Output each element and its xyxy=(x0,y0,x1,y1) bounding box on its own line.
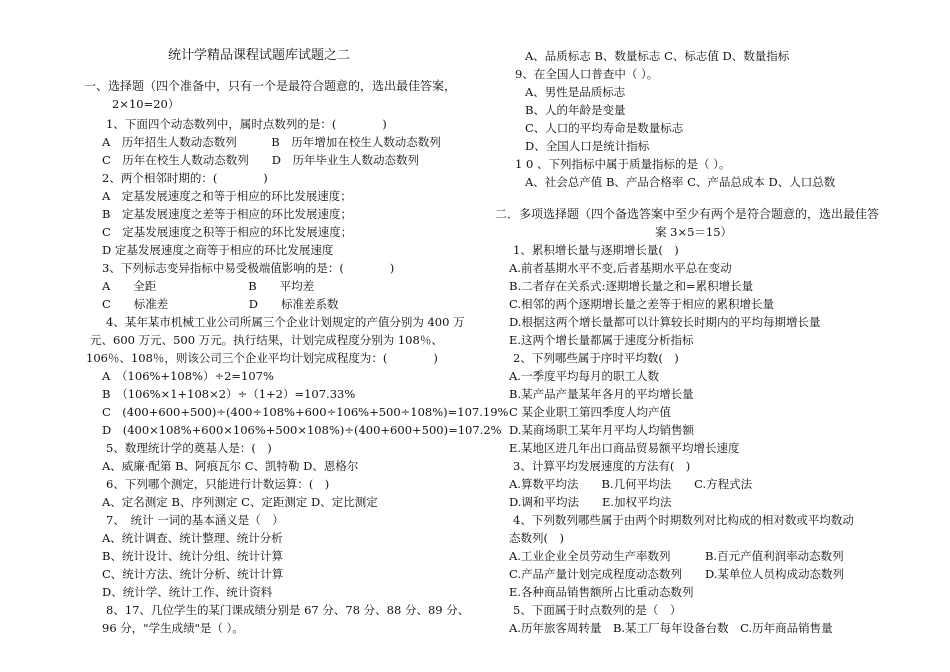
option-line: A、定名测定 B、序列测定 C、定距测定 D、定比测定 xyxy=(102,495,378,509)
option-line: C.产品产量计划完成程度动态数列 D.某单位人员构成动态数列 xyxy=(509,567,845,581)
section-one-heading: 一、选择题（四个准备中，只有一个是最符合题意的，选出最佳答案， xyxy=(84,79,457,93)
question-line: 3、下列标志变异指标中易受极端值影响的是：( ) xyxy=(102,261,395,275)
question-line: 1、下面四个动态数列中，属时点数列的是：( ) xyxy=(106,117,387,131)
question-line: 7、 统计 一词的基本涵义是（ ） xyxy=(106,513,284,527)
option-line: A.历年旅客周转量 B.某工厂每年设备台数 C.历年商品销售量 xyxy=(509,621,833,635)
question-line: 5、数理统计学的奠基人是：( ) xyxy=(106,441,272,455)
page-title: 统计学精品课程试题库试题之二 xyxy=(168,48,351,63)
option-line: C.相邻的两个逐期增长量之差等于相应的累积增长量 xyxy=(509,297,775,311)
question-line: 3、计算平均发展速度的方法有( ) xyxy=(513,459,691,473)
option-line: A、威廉·配第 B、阿痕瓦尔 C、凯特勒 D、恩格尔 xyxy=(102,459,359,473)
option-line: D.某商场职工某年月平均人均销售额 xyxy=(509,423,694,437)
question-line: 1 0 、下列指标中属于质量指标的是（ ）。 xyxy=(515,157,731,171)
option-line: E.这两个增长量都属于速度分析指标 xyxy=(509,333,694,347)
section-one-scoring: 2×10=20） xyxy=(112,97,180,111)
option-line: C、人口的平均寿命是数量标志 xyxy=(525,121,684,135)
question-line: 元、600 万元、500 万元。执行结果，计划完成程度分别为 108％、 xyxy=(90,333,443,347)
question-line: 4、下列数列哪些属于由两个时期数列对比构成的相对数或平均数动 xyxy=(513,513,854,527)
option-line: B （106%×1+108×2）÷（1+2）=107.33% xyxy=(102,387,356,401)
option-line: A 全距 B 平均差 xyxy=(102,279,315,293)
section-two-scoring: 案 3×5＝15） xyxy=(655,225,733,239)
option-line: B、统计设计、统计分组、统计计算 xyxy=(102,549,283,563)
option-line: D、统计学、统计工作、统计资料 xyxy=(102,585,273,599)
option-line: D (400×108%+600×106%+500×108%)÷(400+600+500)=107.2% xyxy=(102,423,502,437)
question-line: 9、在全国人口普查中（ ）。 xyxy=(515,67,659,81)
section-two-heading: 二．多项选择题（四个备选答案中至少有两个是符合题意的，选出最佳答 xyxy=(495,207,880,221)
option-line: A 定基发展速度之和等于相应的环比发展速度； xyxy=(102,189,352,203)
question-line: 5、下面属于时点数列的是（ ） xyxy=(513,603,682,617)
question-line: 106％、108％，则该公司三个企业平均计划完成程度为：( ) xyxy=(86,351,438,365)
question-line: 8、17、几位学生的某门课成绩分别是 67 分、78 分、88 分、89 分、 xyxy=(106,603,470,617)
option-line: A、男性是品质标志 xyxy=(525,85,626,99)
option-line: B 定基发展速度之差等于相应的环比发展速度； xyxy=(102,207,352,221)
option-line: C 标准差 D 标准差系数 xyxy=(102,297,339,311)
option-line: B.某产品产量某年各月的平均增长量 xyxy=(509,387,694,401)
option-line: A 历年招生人数动态数列 B 历年增加在校生人数动态数列 xyxy=(102,135,441,149)
question-line: 6、下列哪个测定，只能进行计数运算：( ) xyxy=(106,477,330,491)
option-line: A.前者基期水平不变,后者基期水平总在变动 xyxy=(509,261,732,275)
option-line: D.调和平均法 E.加权平均法 xyxy=(509,495,672,509)
question-line: 96 分，"学生成绩"是（ ）。 xyxy=(102,621,244,635)
question-line: 2、两个相邻时期的：( ) xyxy=(102,171,268,185)
option-line: D 定基发展速度之商等于相应的环比发展速度 xyxy=(102,243,334,257)
option-line: A.算数平均法 B.几何平均法 C.方程式法 xyxy=(509,477,753,491)
option-line: D.根据这两个增长量都可以计算较长时期内的平均每期增长量 xyxy=(509,315,821,329)
option-line: D、全国人口是统计指标 xyxy=(525,139,650,153)
option-line: C (400+600+500)÷(400÷108%+600÷106%+500÷108%)=107.19% xyxy=(102,405,509,419)
option-line: C 历年在校生人数动态数列 D 历年毕业生人数动态数列 xyxy=(102,153,420,167)
option-line: A、统计调查、统计整理、统计分析 xyxy=(102,531,283,545)
question-line: 4、某年某市机械工业公司所属三个企业计划规定的产值分别为 400 万 xyxy=(106,315,465,329)
option-line: B、人的年龄是变量 xyxy=(525,103,626,117)
option-line: A、品质标志 B、数量标志 C、标志值 D、数量指标 xyxy=(525,49,790,63)
option-line: E.各种商品销售额所占比重动态数列 xyxy=(509,585,694,599)
option-line: E.某地区进几年出口商品贸易额平均增长速度 xyxy=(509,441,740,455)
option-line: C 定基发展速度之积等于相应的环比发展速度； xyxy=(102,225,353,239)
question-line: 2、下列哪些属于序时平均数( ) xyxy=(513,351,679,365)
option-line: B.二者存在关系式:逐期增长量之和=累积增长量 xyxy=(509,279,754,293)
option-line: A、社会总产值 B、产品合格率 C、产品总成本 D、人口总数 xyxy=(525,175,836,189)
option-line: A.一季度平均每月的职工人数 xyxy=(509,369,659,383)
question-line: 态数列( ) xyxy=(509,531,564,545)
option-line: A （106%+108%）÷2=107% xyxy=(102,369,274,383)
option-line: C 某企业职工第四季度人均产值 xyxy=(509,405,671,419)
question-line: 1、累积增长量与逐期增长量( ) xyxy=(513,243,679,257)
option-line: C、统计方法、统计分析、统计计算 xyxy=(102,567,284,581)
option-line: A.工业企业全员劳动生产率数列 B.百元产值利润率动态数列 xyxy=(509,549,844,563)
